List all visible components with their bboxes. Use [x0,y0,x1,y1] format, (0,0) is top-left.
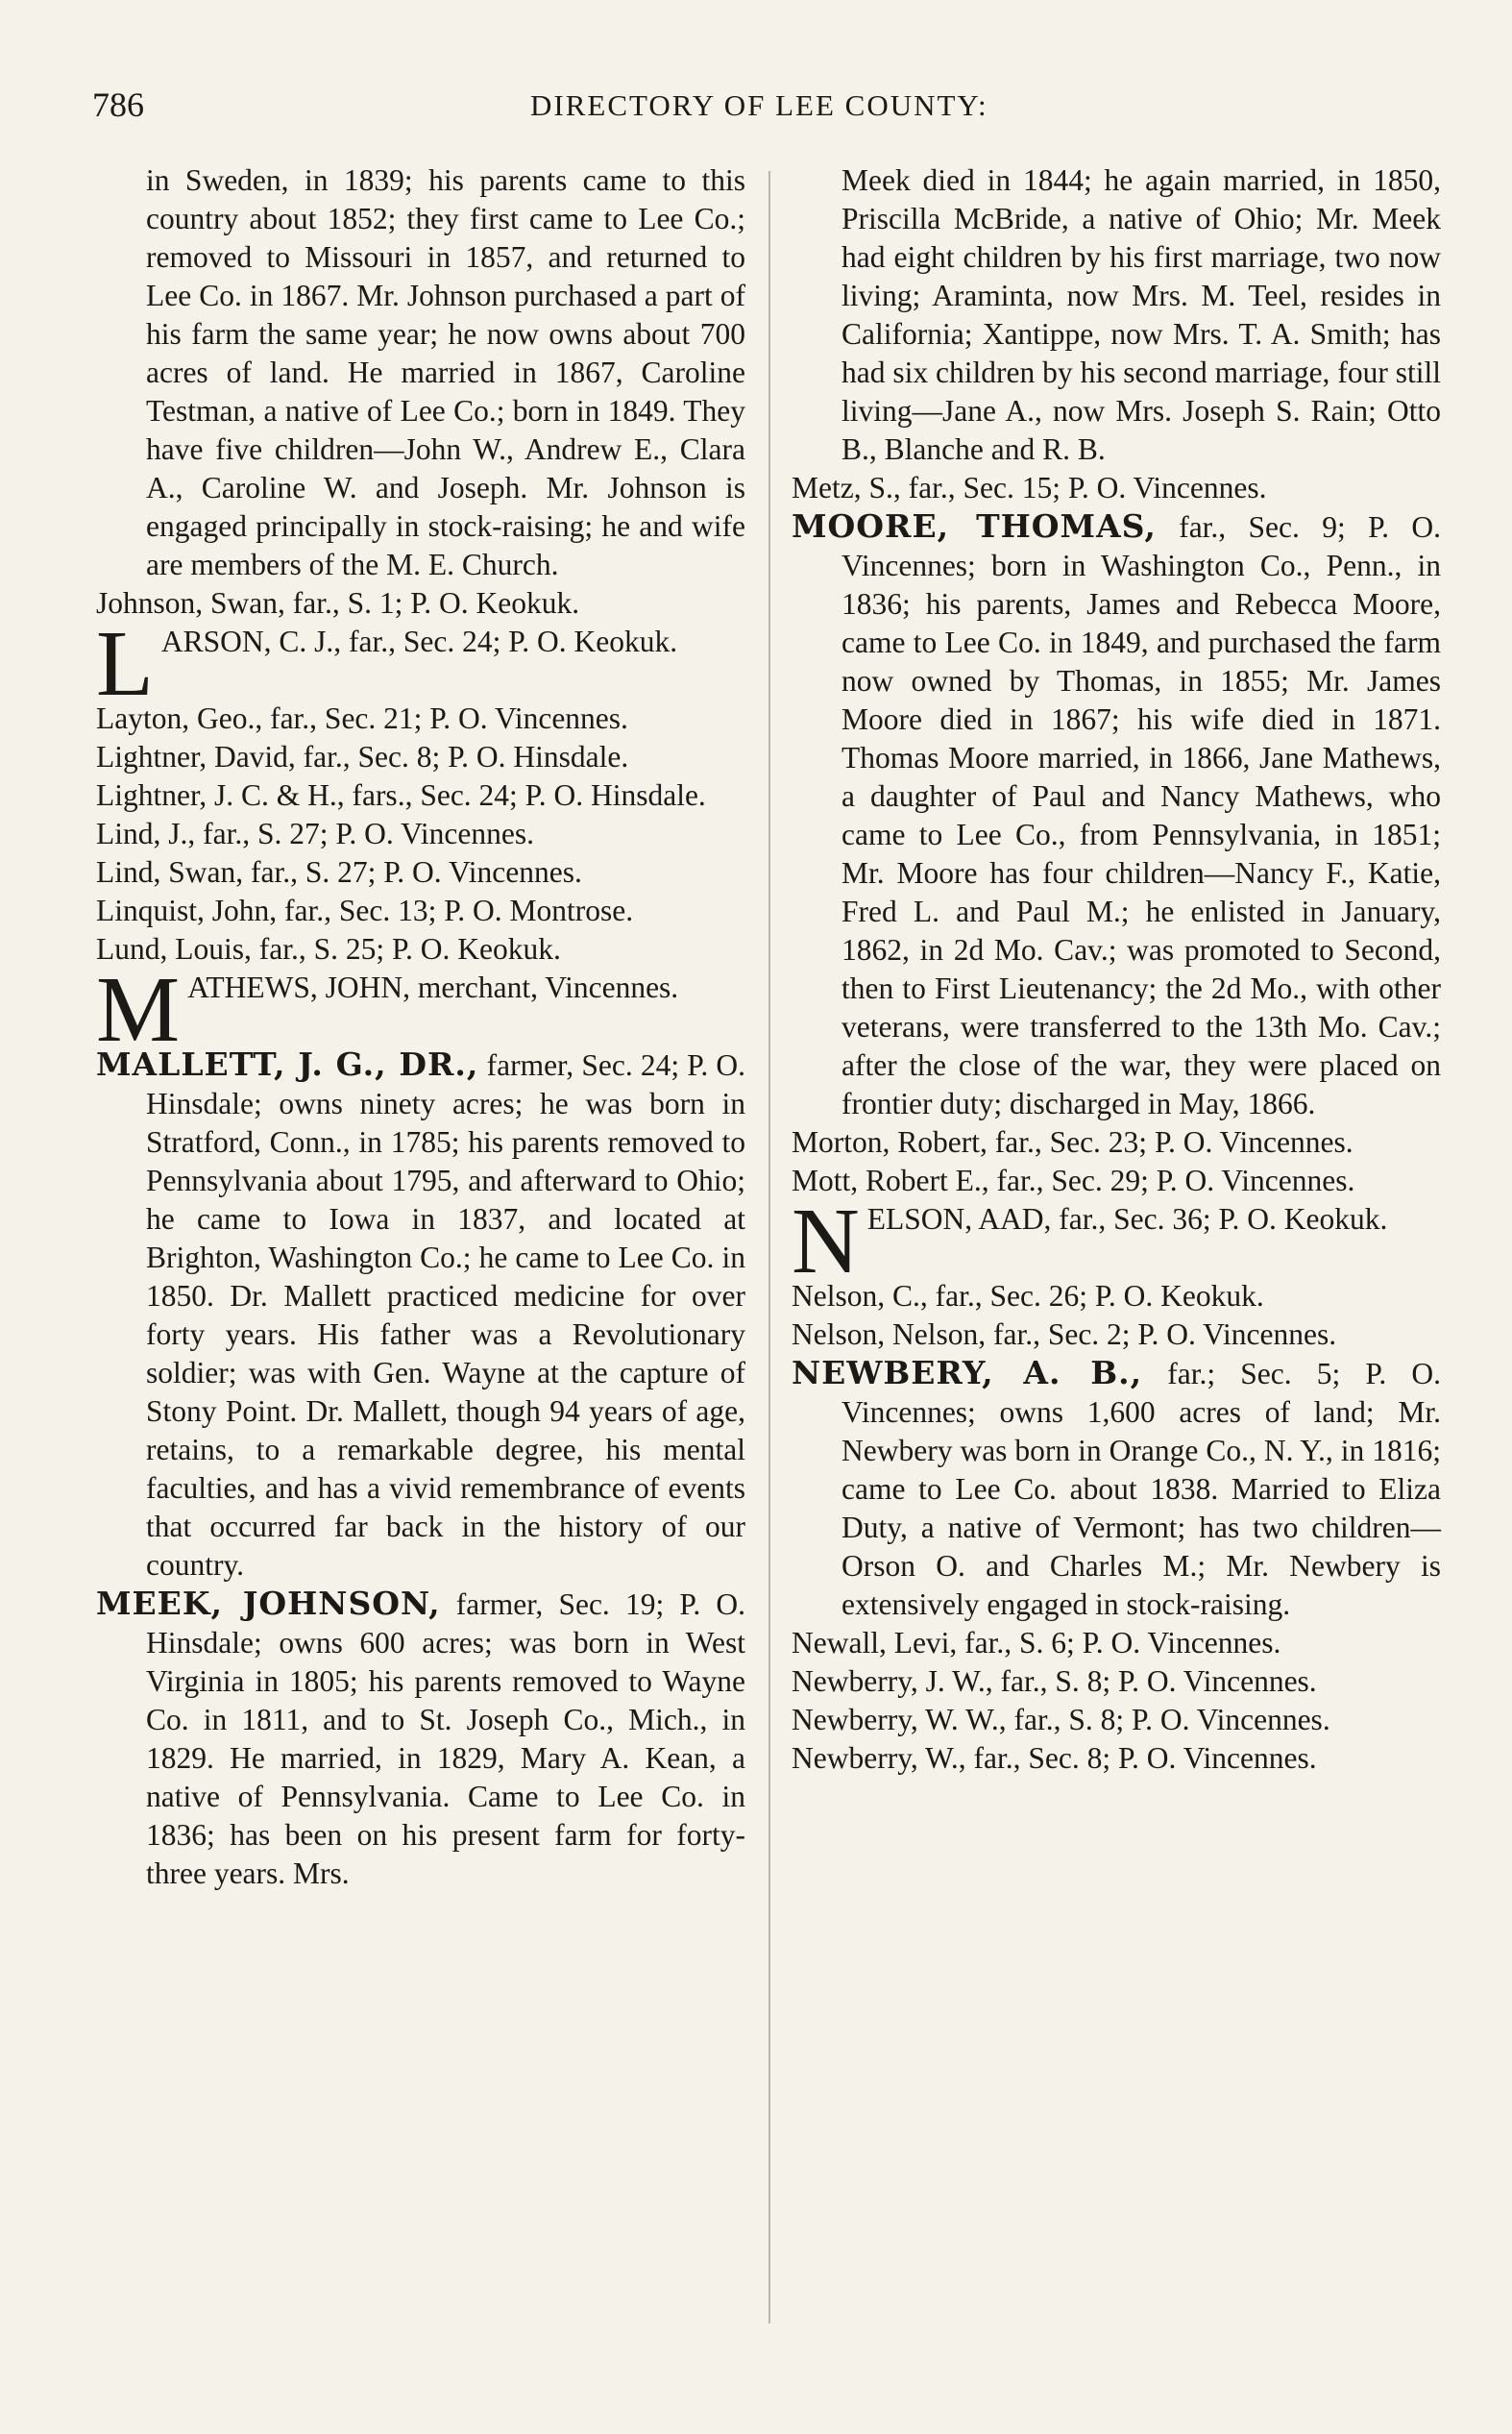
entry-johnson-continued: in Sweden, in 1839; his parents came to this country about 1852; they first came to Lee Co.; removed to Missouri in 1857, and returned to Lee Co. in 1867. Mr. Johnson purchased a part of his farm the same year; he now owns about 700 acres of land. He married in 1867, Caroline Testman, a native of Lee Co.; born in 1849. They have five children—John W., Andrew E., Clara A., Caroline W. and Joseph. Mr. Johnson is engaged principally in stock-raising; he and wife are members of the M. E. Church. [146,163,745,581]
entry-newberry-ww: Newberry, W. W., far., S. 8; P. O. Vincennes. [792,1703,1330,1736]
entry-metz: Metz, S., far., Sec. 15; P. O. Vincennes. [792,471,1267,504]
right-column [792,161,1441,1778]
entry-mallett-text: farmer, Sec. 24; P. O. Hinsdale; owns ninety acres; he was born in Stratford, Conn., in 1785; his parents removed to Pennsylvania about 1795, and afterward to Ohio; he came to Iowa in 1837, and located at Brighton, Washington Co.; he came to Lee Co. in 1850. Dr. Mallett practiced medicine for over forty years. His father was a Revolutionary soldier; was with Gen. Wayne at the capture of Stony Point. Dr. Mallett, though 94 years of age, retains, to a remarkable degree, his mental faculties, and has a vivid remembrance of events that occurred far back in the history of our country. [146,1048,746,1582]
entry-newbery-name: NEWBERY, A. B., [792,1354,1143,1391]
entry-newbery [792,1354,1441,1624]
page-number: 786 [92,86,144,124]
entry-mathews-text: ATHEWS, JOHN, merchant, Vincennes. [187,971,679,1004]
entry-newall: Newall, Levi, far., S. 6; P. O. Vincennes. [792,1626,1281,1660]
entry-meek [96,1585,745,1893]
entry-meek-text: farmer, Sec. 19; P. O. Hinsdale; owns 600 acres; was born in West Virginia in 1805; his parents removed to Wayne Co. in 1811, and to St. Joseph Co., Mich., in 1829. He married, in 1829, Mary A. Kean, a native of Pennsylvania. Came to Lee Co. in 1836; has been on his present farm for forty-three years. Mrs. [146,1587,746,1890]
drop-cap-m: M [96,958,181,1062]
entry-meek-name: MEEK, JOHNSON, [96,1585,441,1622]
entry-nelson-c: Nelson, C., far., Sec. 26; P. O. Keokuk. [792,1279,1264,1313]
page-header [92,85,1420,133]
entry-meek-continued: Meek died in 1844; he again married, in 1850, Priscilla McBride, a native of Ohio; Mr. Meek had eight children by his first marriage, two now living; Araminta, now Mrs. M. Teel, resides in California; Xantippe, now Mrs. T. A. Smith; has had six children by his second marriage, four still living—Jane A., now Mrs. Joseph S. Rain; Otto B., Blanche and R. B. [841,163,1441,466]
entry-nelson-aad-text: ELSON, AAD, far., Sec. 36; P. O. Keokuk. [866,1202,1388,1236]
entry-lind-swan: Lind, Swan, far., S. 27; P. O. Vincennes. [96,855,582,889]
entry-nelson-nelson: Nelson, Nelson, far., Sec. 2; P. O. Vincennes. [792,1317,1337,1351]
left-column [96,161,745,1893]
entry-lightner-jch: Lightner, J. C. & H., fars., Sec. 24; P. O. Hinsdale. [96,778,706,812]
entry-mallett-name: MALLETT, J. G., DR., [96,1045,479,1083]
entry-mallett [96,1045,745,1585]
entry-layton: Layton, Geo., far., Sec. 21; P. O. Vincennes. [96,701,628,735]
entry-newbery-text: far.; Sec. 5; P. O. Vincennes; owns 1,600 acres of land; Mr. Newbery was born in Orange Co., N. Y., in 1816; came to Lee Co. about 1838. Married to Eliza Duty, a native of Vermont; has two children—Orson O. and Charles M.; Mr. Newbery is extensively engaged in stock-raising. [841,1357,1442,1621]
entry-morton: Morton, Robert, far., Sec. 23; P. O. Vincennes. [792,1125,1353,1159]
entry-mathews [96,958,745,1062]
entry-newberry-w: Newberry, W., far., Sec. 8; P. O. Vincennes. [792,1741,1317,1775]
entry-newberry-jw: Newberry, J. W., far., S. 8; P. O. Vincennes. [792,1664,1317,1698]
entry-larson-text: ARSON, C. J., far., Sec. 24; P. O. Keokuk. [160,625,678,658]
entry-moore-text: far., Sec. 9; P. O. Vincennes; born in Washington Co., Penn., in 1836; his parents, James and Rebecca Moore, came to Lee Co. in 1849, and purchased the farm now owned by Thomas, in 1855; Mr. James Moore died in 1867; his wife died in 1871. Thomas Moore married, in 1866, Jane Mathews, a daughter of Paul and Nancy Mathews, who came to Lee Co., from Pennsylvania, in 1851; Mr. Moore has four children—Nancy F., Katie, Fred L. and Paul M.; he enlisted in January, 1862, in 2d Mo. Cav.; was promoted to Second, then to First Lieutenancy; the 2d Mo., with other veterans, were transferred to the 13th Mo. Cav.; after the close of the war, they were placed on frontier duty; discharged in May, 1866. [841,510,1442,1120]
entry-lind-j: Lind, J., far., S. 27; P. O. Vincennes. [96,817,535,850]
entry-lund: Lund, Louis, far., S. 25; P. O. Keokuk. [96,932,561,966]
drop-cap-l: L [96,612,154,716]
entry-moore [792,507,1441,1123]
drop-cap-n: N [792,1190,860,1293]
entry-linquist: Linquist, John, far., Sec. 13; P. O. Montrose. [96,894,634,927]
entry-moore-name: MOORE, THOMAS, [792,507,1157,545]
column-divider [768,171,770,2323]
running-head: DIRECTORY OF LEE COUNTY: [530,88,988,122]
entry-johnson-swan: Johnson, Swan, far., S. 1; P. O. Keokuk. [96,586,580,620]
entry-lightner-david: Lightner, David, far., Sec. 8; P. O. Hinsdale. [96,740,629,774]
entry-mott: Mott, Robert E., far., Sec. 29; P. O. Vincennes. [792,1164,1355,1197]
entry-nelson-aad [792,1190,1441,1293]
entry-larson [96,612,745,716]
